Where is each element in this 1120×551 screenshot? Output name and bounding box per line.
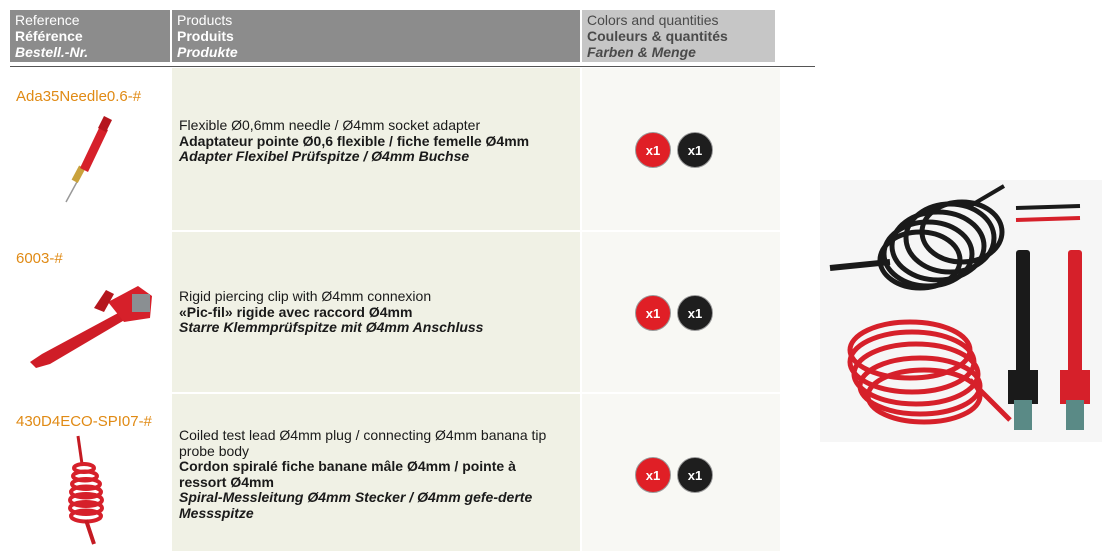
header-products-fr: Produits xyxy=(177,28,234,44)
desc-en: Coiled test lead Ø4mm plug / connecting Ø4mm banana tip probe body xyxy=(179,427,547,459)
header-products xyxy=(172,10,580,62)
product-description xyxy=(172,68,580,230)
header-reference-de: Bestell.-Nr. xyxy=(15,44,89,60)
product-reference: 430D4ECO-SPI07-# xyxy=(16,413,152,430)
header-products-en: Products xyxy=(177,12,233,28)
header-colors xyxy=(582,10,775,62)
desc-fr: «Pic-fil» rigide avec raccord Ø4mm xyxy=(179,303,413,320)
header-divider xyxy=(10,66,815,67)
header-reference-fr: Référence xyxy=(15,28,83,44)
product-reference: Ada35Needle0.6-# xyxy=(16,88,142,105)
quantity-cell xyxy=(582,232,780,392)
qty-black-badge: x1 xyxy=(677,132,713,168)
quantity-cell xyxy=(582,394,780,551)
qty-red-badge: x1 xyxy=(635,295,671,331)
header-reference xyxy=(10,10,170,62)
qty-red-badge: x1 xyxy=(635,457,671,493)
product-kit-photo xyxy=(820,180,1102,442)
quantity-cell xyxy=(582,68,780,230)
coiled-lead-image xyxy=(20,434,150,546)
product-description xyxy=(172,232,580,392)
desc-de: Starre Klemmprüfspitze mit Ø4mm Anschluss xyxy=(179,319,484,335)
desc-fr: Adaptateur pointe Ø0,6 flexible / fiche femelle Ø4mm xyxy=(179,132,530,149)
header-colors-en: Colors and quantities xyxy=(587,12,719,28)
desc-en: Flexible Ø0,6mm needle / Ø4mm socket adapter xyxy=(179,117,481,133)
product-description xyxy=(172,394,580,551)
table-row xyxy=(10,394,780,551)
qty-black-badge: x1 xyxy=(677,295,713,331)
qty-red-badge: x1 xyxy=(635,132,671,168)
header-products-de: Produkte xyxy=(177,44,238,60)
desc-de: Adapter Flexibel Prüfspitze / Ø4mm Buchse xyxy=(179,148,470,164)
piercing-clip-image xyxy=(20,272,160,372)
table-row xyxy=(10,232,780,392)
desc-de: Spiral-Messleitung Ø4mm Stecker / Ø4mm gefe-derte Messspitze xyxy=(179,489,533,521)
header-colors-de: Farben & Menge xyxy=(587,44,696,60)
desc-en: Rigid piercing clip with Ø4mm connexion xyxy=(179,288,432,304)
table-row xyxy=(10,68,780,230)
header-colors-fr: Couleurs & quantités xyxy=(587,28,728,44)
header-reference-en: Reference xyxy=(15,12,80,28)
qty-black-badge: x1 xyxy=(677,457,713,493)
desc-fr: Cordon spiralé fiche banane mâle Ø4mm / pointe à ressort Ø4mm xyxy=(179,458,516,490)
needle-adapter-image xyxy=(20,110,150,222)
product-reference: 6003-# xyxy=(16,250,63,267)
